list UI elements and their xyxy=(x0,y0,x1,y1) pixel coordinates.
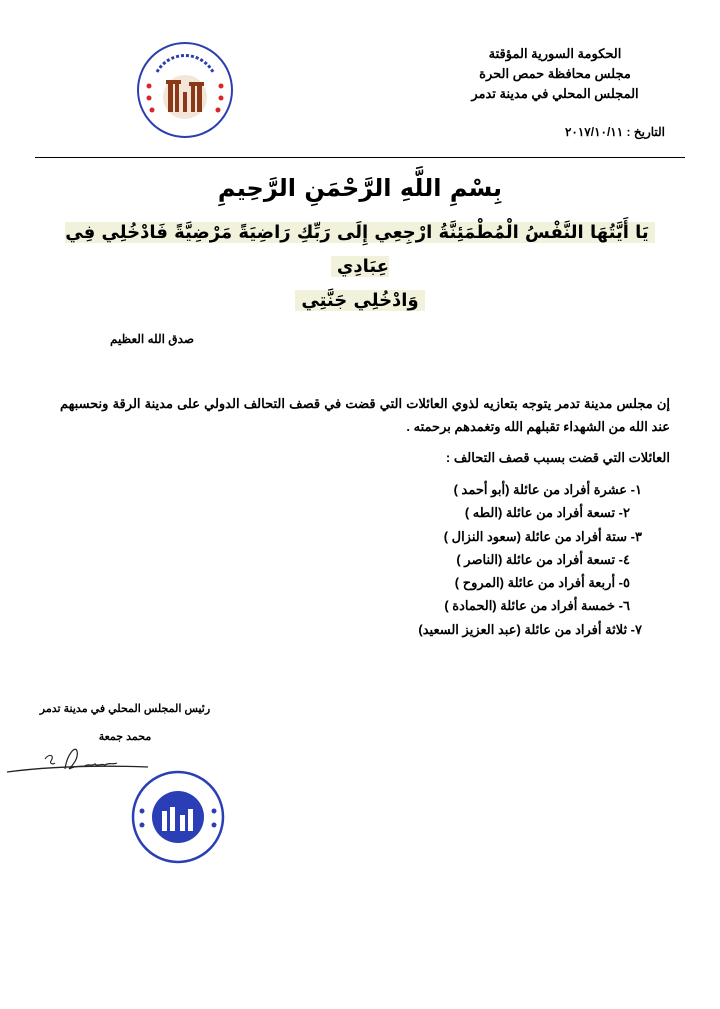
header-line-local-council: المجلس المحلي في مدينة تدمر xyxy=(471,86,639,101)
sadaq-allah-row xyxy=(110,330,670,348)
document-date: التاريخ : ٢٠١٧/١٠/١١ xyxy=(564,125,665,139)
list-item: ٧- ثلاثة أفراد من عائلة (عبد العزيز السعيد) xyxy=(418,621,642,637)
header-divider xyxy=(35,157,685,158)
families-list-title: العائلات التي قضت بسبب قصف التحالف : xyxy=(445,450,670,465)
handwritten-signature xyxy=(5,745,150,777)
list-item: ٦- خمسة أفراد من عائلة (الحمادة ) xyxy=(444,598,630,614)
sadaq-allah: صدق الله العظيم xyxy=(110,332,195,346)
basmala: بِسْمِ اللَّهِ الرَّحْمَنِ الرَّحِيمِ xyxy=(217,174,503,202)
official-stamp xyxy=(130,769,226,865)
palmyra-seal-icon xyxy=(135,40,235,140)
condolence-paragraph: إن مجلس مدينة تدمر يتوجه بتعازيه لذوي العائلات التي قضت في قصف التحالف الدولي على مدينة الرقة ونحسبهم عند الله من الشهداء تقبلهم الله وتغمدهم برحمته . xyxy=(60,396,670,434)
families-list xyxy=(50,478,642,641)
palmyra-stamp-icon xyxy=(130,769,226,865)
signature-icon xyxy=(5,745,150,777)
header-line-province-council: مجلس محافظة حمص الحرة xyxy=(479,66,631,81)
signature-and-stamp xyxy=(25,745,225,875)
signatory-name: محمد جمعة xyxy=(98,731,152,744)
verse-line-2: وَادْخُلِي جَنَّتِي xyxy=(295,290,424,311)
signature-block xyxy=(25,701,225,875)
letter-body xyxy=(39,170,670,875)
list-item: ٣- ستة أفراد من عائلة (سعود النزال ) xyxy=(443,528,642,544)
verse-line-1: يَا أَيَّتُهَا النَّفْسُ الْمُطْمَئِنَّةُ ارْجِعِي إِلَى رَبِّكِ رَاضِيَةً مَرْضِيَّةً فَادْخُلِي فِي عِبَادِي xyxy=(65,222,654,277)
header-line-government: الحكومة السورية المؤقتة xyxy=(488,46,622,61)
council-logo xyxy=(135,40,235,140)
list-item: ٥- أربعة أفراد من عائلة (المروح ) xyxy=(454,575,630,591)
signatory-title: رئيس المجلس المحلي في مدينة تدمر xyxy=(39,703,211,716)
header-block xyxy=(445,44,665,104)
list-item: ٤- تسعة أفراد من عائلة (الناصر ) xyxy=(456,551,630,567)
list-item: ١- عشرة أفراد من عائلة (أبو أحمد ) xyxy=(453,482,642,497)
list-item: ٢- تسعة أفراد من عائلة (الطه ) xyxy=(464,505,630,521)
quran-verse xyxy=(50,216,670,318)
